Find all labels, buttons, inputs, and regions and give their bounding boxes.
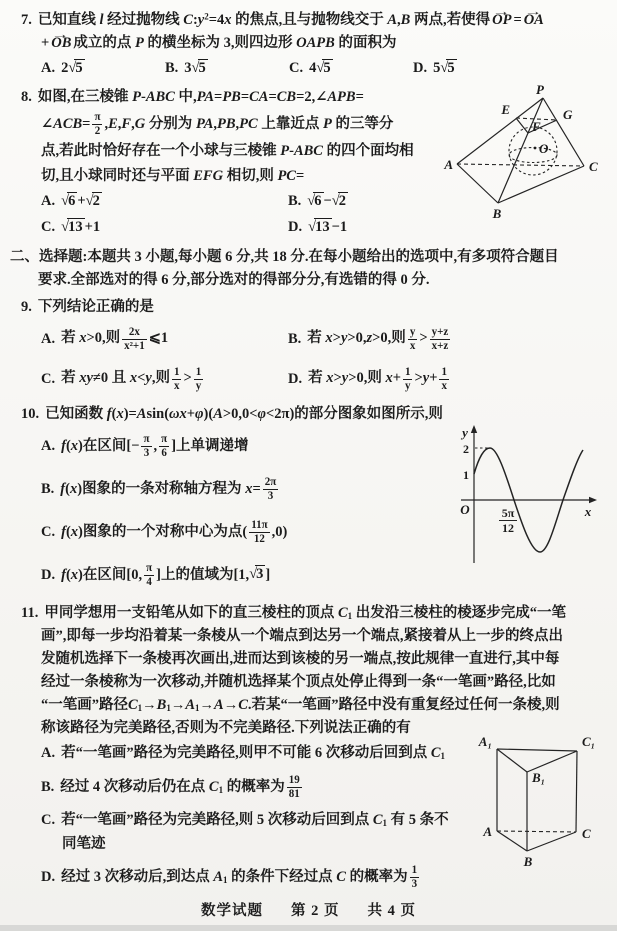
question-text: 发随机选择下一条棱再次画出,进而达到该棱的另一端点,按此规律一直进行,其中每: [41, 651, 560, 667]
option-text: √6 +√2: [61, 193, 100, 209]
options-row: [8, 319, 611, 359]
question-text: 点,若此时恰好存在一个小球与三棱锥 P-ABC 的四个面均相: [41, 143, 414, 159]
header-text: 二、选择题:本题共 3 小题,每小题 6 分,共 18 分.在每小题给出的选项中,有多项符合题目: [10, 249, 559, 265]
option-a: [41, 188, 288, 214]
question-text: 下列结论正确的是: [37, 299, 154, 315]
vertex-label-b: B: [523, 854, 533, 869]
question-text: 已知直线 l 经过抛物线 $C:y^2=4x$ 的焦点,且与抛物线交于 A,B 两点,若使得 OP → = OA →: [38, 12, 546, 28]
vertex-label-c1: C₁: [582, 734, 596, 749]
question-line: [8, 110, 486, 139]
section-2-header: [8, 246, 611, 292]
inscribed-sphere: [509, 127, 557, 175]
option-text: 若 xy≠0 且 x<y,则 $\frac{1}{x}$ > $\frac{1}{y}$: [61, 365, 202, 392]
question-number: 8.: [21, 89, 32, 105]
option-text: f(x)在区间[0, $\frac{\pi}{4}$ ]上的值域为[1,√3 ]: [61, 561, 271, 588]
header-line: [8, 246, 611, 269]
header-line: [8, 269, 611, 292]
prism-figure: [468, 733, 615, 873]
vertex-label-c: C: [582, 826, 591, 841]
option-a: [41, 55, 165, 81]
vertex-label-b: B: [492, 206, 502, 221]
option-d: [288, 214, 347, 240]
question-number: 7.: [21, 12, 32, 28]
option-label: D.: [41, 868, 56, 885]
question-number: 9.: [21, 299, 32, 315]
tick-numerator: 5π: [501, 506, 515, 520]
question-text: 称该路径为完美路径,否则为不完美路径.下列说法正确的有: [41, 720, 411, 736]
x-axis-arrow: [589, 497, 597, 503]
question-line: [8, 139, 486, 164]
option-a: [41, 325, 288, 352]
y-axis-label: y: [462, 425, 468, 440]
footer-doc-title: 数学试题: [201, 903, 263, 919]
tetrahedron-figure: [440, 84, 617, 236]
option-label: C.: [289, 60, 304, 76]
option-b: [288, 325, 452, 352]
question-text: 已知函数 f(x)=Asin(ωx+φ)(A>0,0<φ<2π)的部分图象如图所示,则: [45, 406, 443, 422]
question-line: [8, 694, 611, 717]
option-text: f(x)图象的一条对称轴方程为 x= $\frac{2\pi}{3}$: [60, 475, 277, 502]
option-c: [41, 365, 288, 392]
y-tick-1: 1: [463, 468, 469, 482]
option-text: √13 −1: [308, 219, 348, 235]
question-text: 经过一条棱称为一次移动,并随机选择某个顶点处停止得到一条“一笔画”路径,比如: [41, 674, 556, 690]
option-c: [41, 214, 288, 240]
question-text: ∠ACB= $\frac{\pi}{2}$ ,E,F,G 分别为 PA,PB,PC 上靠近点 P 的三等分: [41, 111, 394, 138]
option-text: 若“一笔画”路径为完美路径,则甲不可能 6 次移动后回到点 $C_1$: [61, 744, 446, 761]
sphere-center-dot: [534, 147, 537, 150]
vertex-label-a: A: [483, 824, 492, 839]
sine-graph-figure: [452, 421, 604, 593]
option-label: D.: [413, 60, 428, 76]
vertex-label-f: F: [532, 119, 541, 134]
origin-label: O: [460, 502, 470, 517]
option-label: A.: [41, 744, 56, 761]
question-number: 11.: [21, 605, 39, 621]
question-line: [8, 9, 611, 32]
footer-page-total: 共 4 页: [367, 903, 416, 919]
scan-edge: [0, 925, 617, 931]
option-text: 若 x>y>0,z>0,则 $\frac{y}{x}$ > $\frac{y+z}{x+z}$: [307, 325, 449, 352]
option-label: C.: [41, 219, 56, 235]
question-text: “一笔画”路径$C_1\to B_1\to A_1\to A\to C$.若某“一笔画”路径中没有重复经过任何一条棱,则: [41, 697, 560, 714]
vertex-label-c: C: [589, 159, 598, 174]
options-row: [8, 359, 611, 399]
options-row: [8, 55, 611, 81]
vertex-label-a1: A₁: [478, 734, 492, 749]
option-label: C.: [41, 812, 56, 828]
option-b: [288, 188, 348, 214]
vertex-label-a: A: [444, 157, 453, 172]
option-text: f(x)图象的一个对称中心为点( $\frac{11\pi}{12}$ ,0): [61, 519, 288, 545]
option-label: A.: [41, 438, 56, 454]
question-line: [8, 671, 611, 694]
option-text: 经过 3 次移动后,到达点 $A_1$ 的条件下经过点 C 的概率为 $\frac{1}{3}$: [61, 863, 418, 890]
question-7: [8, 9, 611, 81]
question-number: 10.: [21, 406, 40, 422]
question-text: 切,且小球同时还与平面 EFG 相切,则 PC=: [41, 168, 305, 184]
vertex-label-p: P: [536, 84, 544, 97]
tick-denominator: 12: [502, 521, 514, 535]
option-d: [288, 365, 451, 392]
axes: [461, 425, 597, 563]
option-c: [289, 55, 413, 81]
y-tick-2: 2: [463, 442, 469, 456]
option-label: D.: [41, 566, 56, 583]
sphere-center-label: O: [539, 141, 549, 156]
option-label: B.: [165, 60, 179, 76]
option-label: A.: [41, 193, 56, 209]
option-text: 同笔迹: [62, 836, 106, 852]
option-text: 若 x>0,则 $\frac{2x}{\text{x²+1}}$ ⩽1: [61, 325, 169, 352]
option-label: B.: [288, 331, 302, 347]
vertex-label-b1: B₁: [532, 770, 546, 785]
option-label: A.: [41, 60, 56, 76]
question-text: 画”,即每一步均沿着某一条棱从一个端点到达另一个端点,紧接着从上一步的终点出: [41, 628, 563, 644]
option-text: 经过 4 次移动后仍在点 $C_1$ 的概率为 $\frac{19}{81}$: [60, 773, 300, 800]
option-text: 5√5: [433, 60, 455, 76]
question-line: [8, 85, 486, 110]
x-axis-label: x: [584, 504, 592, 519]
prism-edges: [497, 749, 577, 851]
option-label: D.: [288, 219, 303, 235]
option-label: B.: [41, 480, 55, 497]
question-line: [8, 602, 611, 625]
option-text: 3√5: [184, 60, 206, 76]
question-line: [8, 32, 611, 55]
question-text: 如图,在三棱锥 P-ABC 中,PA=PB=CA=CB=2,∠APB=: [37, 89, 364, 105]
option-b: [165, 55, 289, 81]
page-footer: [0, 899, 617, 920]
option-label: B.: [288, 193, 302, 209]
question-text: + OB → 成立的点 P 的横坐标为 3,则四边形 OAPB 的面积为: [41, 35, 396, 51]
option-text: 4√5: [309, 60, 331, 76]
x-tick-5pi-12: [499, 506, 517, 535]
option-label: D.: [288, 371, 303, 387]
option-label: C.: [41, 371, 56, 387]
option-text: f(x)在区间[− $\frac{\pi}{3}$ , $\frac{\pi}{6}$ ]上单调递增: [61, 433, 249, 459]
option-label: A.: [41, 331, 56, 347]
question-line: [8, 625, 611, 648]
option-text: √13 +1: [61, 219, 101, 235]
question-text: 甲同学想用一支铅笔从如下的直三棱柱的顶点 $C_1$ 出发沿三棱柱的棱逐步完成“一笔: [44, 605, 566, 622]
question-9: [8, 296, 611, 399]
option-label: B.: [41, 778, 55, 795]
footer-page-number: 第 2 页: [291, 903, 340, 919]
option-text: √6 −√2: [307, 193, 346, 209]
option-text: 若“一笔画”路径为完美路径,则 5 次移动后回到点 $C_1$ 有 5 条不: [61, 812, 449, 829]
option-d: [413, 55, 457, 81]
y-axis-arrow: [471, 425, 477, 433]
question-line: [8, 296, 611, 319]
option-text: 若 x>y>0,则 x+ $\frac{1}{y}$ >y+ $\frac{1}{x}$: [308, 365, 447, 392]
vertex-label-g: G: [563, 107, 573, 122]
option-text: 2√5: [61, 60, 83, 76]
vertex-label-e: E: [501, 102, 510, 117]
header-text: 要求.全部选对的得 6 分,部分选对的得部分分,有选错的得 0 分.: [38, 272, 430, 288]
option-label: C.: [41, 524, 56, 540]
question-line: [8, 648, 611, 671]
question-line: [8, 164, 486, 188]
